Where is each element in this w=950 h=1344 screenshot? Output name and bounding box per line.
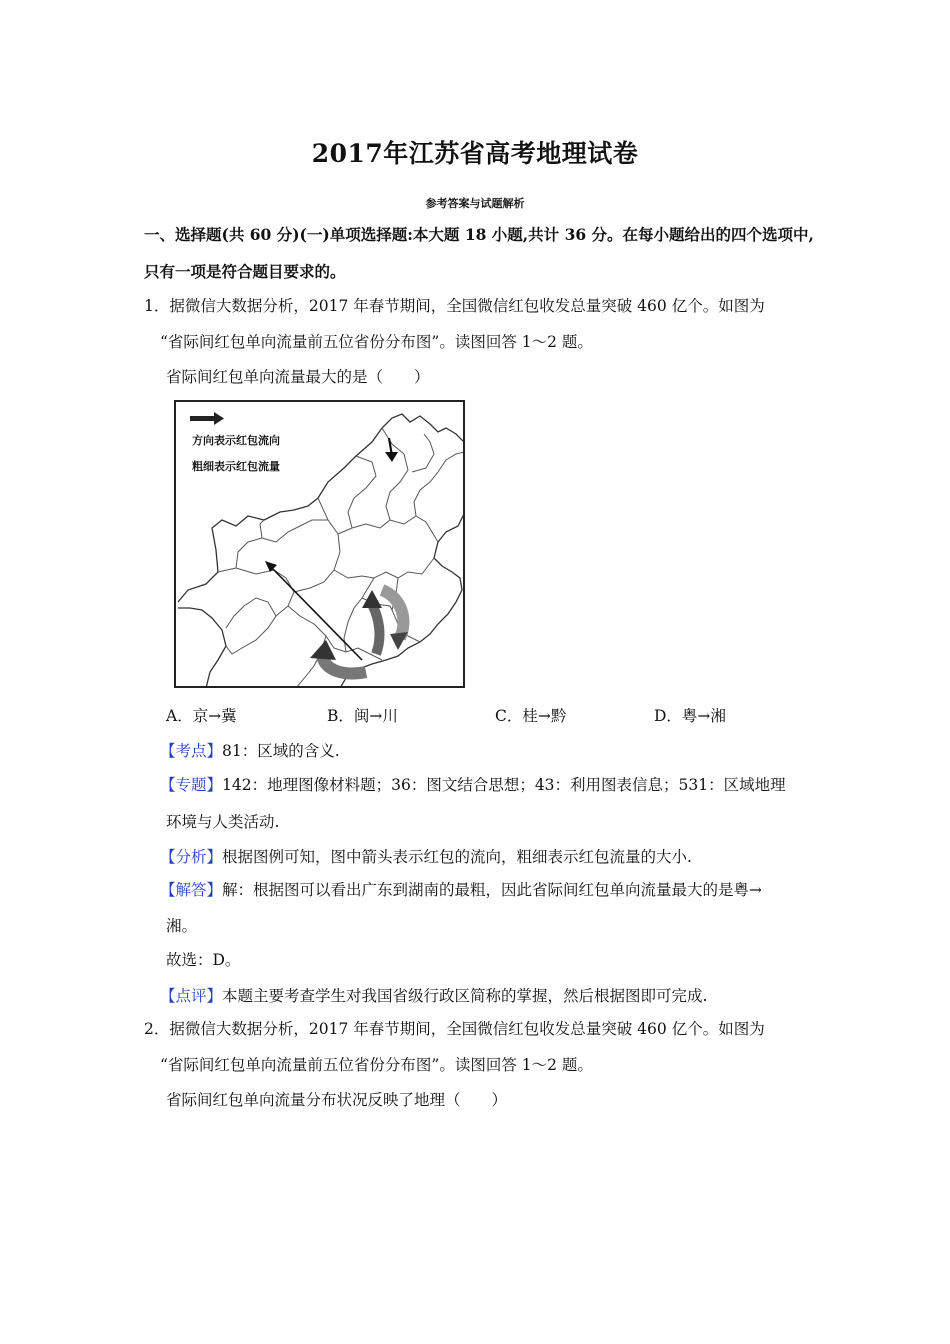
flow-map-figure [174,400,465,688]
fenxi-text: 根据图例可知，图中箭头表示红包的流向，粗细表示红包流量的大小. [222,848,692,866]
q2-stem-line1 [144,1019,765,1039]
q1-zhuanti-line2: 环境与人类活动. [166,813,280,831]
kaodian-text: 81：区域的含义. [222,742,340,760]
q1-stem-line2: “省际间红包单向流量前五位省份分布图”。读图回答 1～2 题。 [160,333,593,351]
q1-stem-text1: 据微信大数据分析，2017 年春节期间，全国微信红包收发总量突破 460 亿个。如图为 [169,297,765,315]
q1-option-d: D．粤→湘 [654,707,726,725]
q1-option-b: B．闽→川 [327,707,398,725]
legend-arrow-icon [190,412,224,425]
legend-thickness-text: 粗细表示红包流量 [192,460,280,473]
flow-arrow-min-chuan [265,561,362,660]
dianping-text: 本题主要考查学生对我国省级行政区简称的掌握，然后根据图即可完成. [222,987,708,1005]
legend-direction-text: 方向表示红包流向 [192,434,280,447]
section-heading-line2: 只有一项是符合题目要求的。 [144,262,346,281]
q2-question: 省际间红包单向流量分布状况反映了地理（ ） [166,1091,508,1109]
dianping-tag: 【点评】 [160,987,223,1005]
zhuanti-tag: 【专题】 [160,776,223,794]
q1-kaodian [160,741,340,761]
page-subtitle: 参考答案与试题解析 [425,197,525,210]
q1-jieda-line2: 湘。 [166,917,198,935]
q1-question: 省际间红包单向流量最大的是（ ） [166,368,430,386]
q1-fenxi [160,847,692,867]
q1-number: 1． [144,297,170,315]
jieda-text1: 解：根据图可以看出广东到湖南的最粗，因此省际间红包单向流量最大的是粤→ [222,881,763,899]
q1-option-c: C．桂→黔 [495,707,567,725]
q1-zhuanti-line1 [160,775,786,795]
q2-stem-line2: “省际间红包单向流量前五位省份分布图”。读图回答 1～2 题。 [160,1056,593,1074]
q2-number: 2． [144,1020,170,1038]
q1-jieda-line1 [160,880,762,900]
jieda-tag: 【解答】 [160,881,223,899]
section-heading-line1: 一、选择题(共 60 分)(一)单项选择题:本大题 18 小题,共计 36 分。在每小题给出的四个选项中, [144,225,814,244]
zhuanti-text1: 142：地理图像材料题；36：图文结合思想；43：利用图表信息；531：区域地理 [222,776,786,794]
q1-dianping [160,986,707,1006]
fenxi-tag: 【分析】 [160,848,223,866]
q1-answer: 故选：D。 [166,951,241,969]
q1-stem-line1 [144,296,765,316]
q1-option-a: A．京→冀 [166,707,237,725]
flow-arrow-jing-ji [385,438,398,462]
q2-stem-text1: 据微信大数据分析，2017 年春节期间，全国微信红包收发总量突破 460 亿个。如图为 [169,1020,765,1038]
kaodian-tag: 【考点】 [160,742,223,760]
page-title: 2017年江苏省高考地理试卷 [311,139,639,168]
